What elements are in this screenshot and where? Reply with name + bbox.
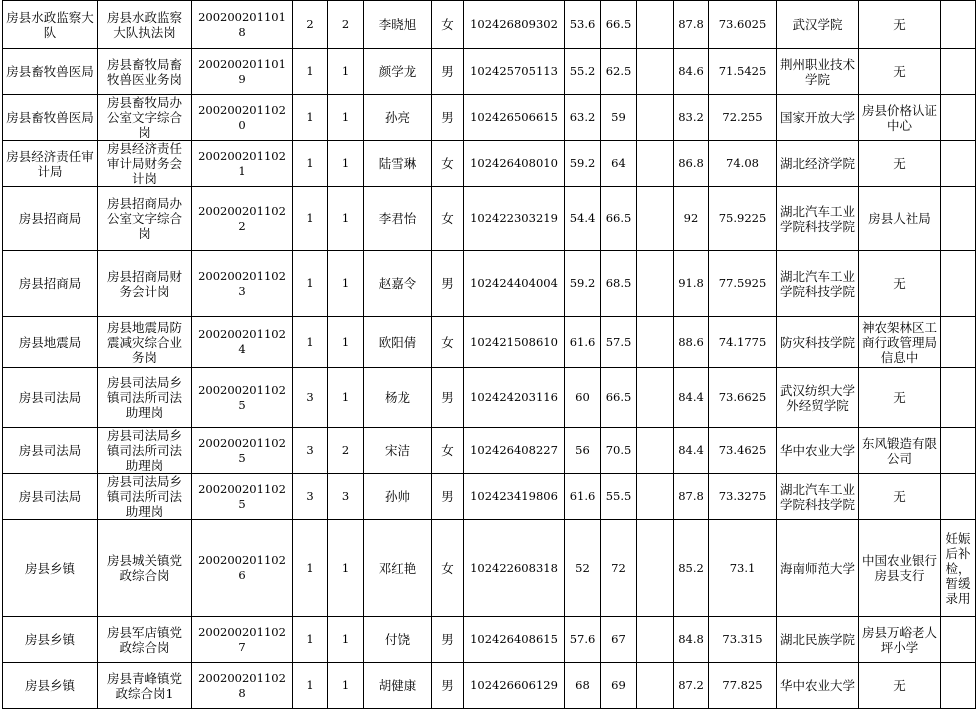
table-row	[3, 428, 976, 474]
note-cell	[941, 95, 976, 141]
employer-cell: 房县价格认证中心	[859, 95, 941, 141]
gender-cell: 男	[432, 368, 464, 428]
candidate-name-cell: 颜学龙	[364, 49, 432, 95]
total-score-cell: 73.4625	[709, 428, 777, 474]
written-score-1-cell: 54.4	[565, 187, 601, 251]
post-cell: 房县城关镇党政综合岗	[98, 520, 192, 617]
plan-count-cell: 1	[293, 251, 328, 317]
note-cell	[941, 474, 976, 520]
post-cell: 房县经济责任审计局财务会计岗	[98, 141, 192, 187]
note-cell	[941, 368, 976, 428]
ticket-number-cell: 102425705113	[464, 49, 565, 95]
note-cell	[941, 49, 976, 95]
total-score-cell: 75.9225	[709, 187, 777, 251]
written-score-1-cell: 59.2	[565, 251, 601, 317]
rank-cell: 1	[328, 520, 364, 617]
written-score-2-cell: 57.5	[601, 317, 637, 368]
candidate-name-cell: 李君怡	[364, 187, 432, 251]
gender-cell: 男	[432, 251, 464, 317]
school-cell: 湖北汽车工业学院科技学院	[777, 251, 859, 317]
total-score-cell: 73.6625	[709, 368, 777, 428]
department-cell: 房县司法局	[3, 428, 98, 474]
post-cell: 房县招商局财务会计岗	[98, 251, 192, 317]
total-score-cell: 73.1	[709, 520, 777, 617]
written-score-3-cell	[637, 251, 674, 317]
post-code-cell: 2002002011024	[192, 317, 293, 368]
interview-score-cell: 83.2	[674, 95, 709, 141]
employer-cell: 无	[859, 141, 941, 187]
ticket-number-cell: 102421508610	[464, 317, 565, 368]
department-cell: 房县乡镇	[3, 520, 98, 617]
written-score-1-cell: 55.2	[565, 49, 601, 95]
candidate-name-cell: 陆雪琳	[364, 141, 432, 187]
ticket-number-cell: 102426408227	[464, 428, 565, 474]
department-cell: 房县司法局	[3, 474, 98, 520]
total-score-cell: 77.5925	[709, 251, 777, 317]
note-cell	[941, 1, 976, 49]
written-score-2-cell: 66.5	[601, 1, 637, 49]
note-cell	[941, 141, 976, 187]
total-score-cell: 73.315	[709, 617, 777, 663]
department-cell: 房县经济责任审计局	[3, 141, 98, 187]
written-score-1-cell: 52	[565, 520, 601, 617]
post-code-cell: 2002002011028	[192, 663, 293, 709]
gender-cell: 女	[432, 428, 464, 474]
written-score-3-cell	[637, 317, 674, 368]
school-cell: 海南师范大学	[777, 520, 859, 617]
post-cell: 房县地震局防震减灾综合业务岗	[98, 317, 192, 368]
department-cell: 房县畜牧兽医局	[3, 95, 98, 141]
school-cell: 湖北汽车工业学院科技学院	[777, 474, 859, 520]
post-cell: 房县青峰镇党政综合岗1	[98, 663, 192, 709]
written-score-3-cell	[637, 663, 674, 709]
total-score-cell: 74.1775	[709, 317, 777, 368]
department-cell: 房县司法局	[3, 368, 98, 428]
total-score-cell: 71.5425	[709, 49, 777, 95]
school-cell: 华中农业大学	[777, 428, 859, 474]
gender-cell: 女	[432, 187, 464, 251]
written-score-3-cell	[637, 95, 674, 141]
post-code-cell: 2002002011025	[192, 368, 293, 428]
interview-score-cell: 86.8	[674, 141, 709, 187]
candidate-name-cell: 宋洁	[364, 428, 432, 474]
candidate-name-cell: 孙亮	[364, 95, 432, 141]
gender-cell: 女	[432, 520, 464, 617]
school-cell: 武汉纺织大学外经贸学院	[777, 368, 859, 428]
employer-cell: 无	[859, 368, 941, 428]
post-code-cell: 2002002011026	[192, 520, 293, 617]
gender-cell: 女	[432, 141, 464, 187]
table-row	[3, 663, 976, 709]
school-cell: 湖北民族学院	[777, 617, 859, 663]
interview-score-cell: 87.8	[674, 1, 709, 49]
gender-cell: 男	[432, 663, 464, 709]
written-score-1-cell: 61.6	[565, 474, 601, 520]
rank-cell: 1	[328, 368, 364, 428]
table-row	[3, 95, 976, 141]
written-score-1-cell: 57.6	[565, 617, 601, 663]
post-cell: 房县招商局办公室文字综合岗	[98, 187, 192, 251]
table-row	[3, 520, 976, 617]
plan-count-cell: 1	[293, 95, 328, 141]
school-cell: 湖北汽车工业学院科技学院	[777, 187, 859, 251]
candidate-name-cell: 李晓旭	[364, 1, 432, 49]
note-cell	[941, 187, 976, 251]
table-row	[3, 317, 976, 368]
table-row	[3, 1, 976, 49]
note-cell	[941, 317, 976, 368]
department-cell: 房县乡镇	[3, 617, 98, 663]
written-score-1-cell: 60	[565, 368, 601, 428]
written-score-3-cell	[637, 520, 674, 617]
employer-cell: 中国农业银行房县支行	[859, 520, 941, 617]
total-score-cell: 72.255	[709, 95, 777, 141]
rank-cell: 2	[328, 1, 364, 49]
written-score-2-cell: 59	[601, 95, 637, 141]
table-row	[3, 474, 976, 520]
school-cell: 武汉学院	[777, 1, 859, 49]
written-score-2-cell: 68.5	[601, 251, 637, 317]
rank-cell: 1	[328, 317, 364, 368]
employer-cell: 房县人社局	[859, 187, 941, 251]
ticket-number-cell: 102426809302	[464, 1, 565, 49]
interview-score-cell: 91.8	[674, 251, 709, 317]
interview-score-cell: 87.2	[674, 663, 709, 709]
table-row	[3, 187, 976, 251]
department-cell: 房县畜牧兽医局	[3, 49, 98, 95]
results-table	[2, 0, 976, 709]
written-score-1-cell: 59.2	[565, 141, 601, 187]
candidate-name-cell: 邓红艳	[364, 520, 432, 617]
department-cell: 房县乡镇	[3, 663, 98, 709]
gender-cell: 男	[432, 95, 464, 141]
interview-score-cell: 84.6	[674, 49, 709, 95]
rank-cell: 3	[328, 474, 364, 520]
plan-count-cell: 1	[293, 663, 328, 709]
ticket-number-cell: 102422303219	[464, 187, 565, 251]
post-code-cell: 2002002011025	[192, 428, 293, 474]
table-row	[3, 141, 976, 187]
ticket-number-cell: 102426606129	[464, 663, 565, 709]
ticket-number-cell: 102424203116	[464, 368, 565, 428]
rank-cell: 1	[328, 49, 364, 95]
candidate-name-cell: 孙帅	[364, 474, 432, 520]
rank-cell: 1	[328, 617, 364, 663]
note-cell: 妊娠后补检，暂缓录用	[941, 520, 976, 617]
plan-count-cell: 1	[293, 520, 328, 617]
employer-cell: 房县万峪老人坪小学	[859, 617, 941, 663]
rank-cell: 1	[328, 95, 364, 141]
written-score-2-cell: 70.5	[601, 428, 637, 474]
written-score-2-cell: 66.5	[601, 187, 637, 251]
written-score-2-cell: 64	[601, 141, 637, 187]
written-score-3-cell	[637, 428, 674, 474]
plan-count-cell: 1	[293, 187, 328, 251]
rank-cell: 1	[328, 663, 364, 709]
written-score-2-cell: 67	[601, 617, 637, 663]
note-cell	[941, 617, 976, 663]
written-score-1-cell: 68	[565, 663, 601, 709]
department-cell: 房县招商局	[3, 187, 98, 251]
written-score-3-cell	[637, 368, 674, 428]
department-cell: 房县招商局	[3, 251, 98, 317]
ticket-number-cell: 102426408010	[464, 141, 565, 187]
total-score-cell: 73.3275	[709, 474, 777, 520]
rank-cell: 1	[328, 187, 364, 251]
employer-cell: 东风锻造有限公司	[859, 428, 941, 474]
total-score-cell: 77.825	[709, 663, 777, 709]
gender-cell: 男	[432, 474, 464, 520]
ticket-number-cell: 102424404004	[464, 251, 565, 317]
rank-cell: 1	[328, 251, 364, 317]
ticket-number-cell: 102426408615	[464, 617, 565, 663]
interview-score-cell: 92	[674, 187, 709, 251]
employer-cell: 无	[859, 474, 941, 520]
candidate-name-cell: 欧阳倩	[364, 317, 432, 368]
table-row	[3, 251, 976, 317]
written-score-1-cell: 53.6	[565, 1, 601, 49]
table-row	[3, 617, 976, 663]
written-score-1-cell: 63.2	[565, 95, 601, 141]
candidate-name-cell: 胡健康	[364, 663, 432, 709]
post-code-cell: 2002002011027	[192, 617, 293, 663]
written-score-3-cell	[637, 1, 674, 49]
interview-score-cell: 84.4	[674, 368, 709, 428]
interview-score-cell: 84.8	[674, 617, 709, 663]
plan-count-cell: 1	[293, 617, 328, 663]
school-cell: 国家开放大学	[777, 95, 859, 141]
gender-cell: 女	[432, 317, 464, 368]
plan-count-cell: 3	[293, 428, 328, 474]
total-score-cell: 73.6025	[709, 1, 777, 49]
written-score-3-cell	[637, 474, 674, 520]
written-score-2-cell: 55.5	[601, 474, 637, 520]
post-cell: 房县司法局乡镇司法所司法助理岗	[98, 368, 192, 428]
written-score-3-cell	[637, 617, 674, 663]
ticket-number-cell: 102423419806	[464, 474, 565, 520]
written-score-2-cell: 66.5	[601, 368, 637, 428]
written-score-3-cell	[637, 49, 674, 95]
post-cell: 房县军店镇党政综合岗	[98, 617, 192, 663]
employer-cell: 无	[859, 251, 941, 317]
note-cell	[941, 663, 976, 709]
written-score-1-cell: 56	[565, 428, 601, 474]
plan-count-cell: 1	[293, 141, 328, 187]
employer-cell: 无	[859, 49, 941, 95]
interview-score-cell: 84.4	[674, 428, 709, 474]
post-code-cell: 2002002011022	[192, 187, 293, 251]
written-score-3-cell	[637, 141, 674, 187]
interview-score-cell: 85.2	[674, 520, 709, 617]
candidate-name-cell: 杨龙	[364, 368, 432, 428]
school-cell: 防灾科技学院	[777, 317, 859, 368]
department-cell: 房县水政监察大队	[3, 1, 98, 49]
written-score-2-cell: 62.5	[601, 49, 637, 95]
gender-cell: 女	[432, 1, 464, 49]
post-code-cell: 2002002011023	[192, 251, 293, 317]
written-score-3-cell	[637, 187, 674, 251]
written-score-2-cell: 72	[601, 520, 637, 617]
post-cell: 房县司法局乡镇司法所司法助理岗	[98, 474, 192, 520]
employer-cell: 神农架林区工商行政管理局信息中	[859, 317, 941, 368]
gender-cell: 男	[432, 49, 464, 95]
gender-cell: 男	[432, 617, 464, 663]
school-cell: 华中农业大学	[777, 663, 859, 709]
table-row	[3, 368, 976, 428]
ticket-number-cell: 102426506615	[464, 95, 565, 141]
post-cell: 房县水政监察大队执法岗	[98, 1, 192, 49]
note-cell	[941, 251, 976, 317]
candidate-name-cell: 赵嘉令	[364, 251, 432, 317]
employer-cell: 无	[859, 1, 941, 49]
plan-count-cell: 3	[293, 474, 328, 520]
school-cell: 湖北经济学院	[777, 141, 859, 187]
post-code-cell: 2002002011025	[192, 474, 293, 520]
plan-count-cell: 3	[293, 368, 328, 428]
plan-count-cell: 2	[293, 1, 328, 49]
written-score-1-cell: 61.6	[565, 317, 601, 368]
department-cell: 房县地震局	[3, 317, 98, 368]
post-cell: 房县畜牧局畜牧兽医业务岗	[98, 49, 192, 95]
school-cell: 荆州职业技术学院	[777, 49, 859, 95]
rank-cell: 2	[328, 428, 364, 474]
employer-cell: 无	[859, 663, 941, 709]
post-code-cell: 2002002011019	[192, 49, 293, 95]
plan-count-cell: 1	[293, 317, 328, 368]
post-code-cell: 2002002011021	[192, 141, 293, 187]
note-cell	[941, 428, 976, 474]
interview-score-cell: 87.8	[674, 474, 709, 520]
table-row	[3, 49, 976, 95]
post-code-cell: 2002002011018	[192, 1, 293, 49]
written-score-2-cell: 69	[601, 663, 637, 709]
interview-score-cell: 88.6	[674, 317, 709, 368]
plan-count-cell: 1	[293, 49, 328, 95]
post-code-cell: 2002002011020	[192, 95, 293, 141]
total-score-cell: 74.08	[709, 141, 777, 187]
results-table-body	[3, 1, 976, 709]
post-cell: 房县畜牧局办公室文字综合岗	[98, 95, 192, 141]
ticket-number-cell: 102422608318	[464, 520, 565, 617]
rank-cell: 1	[328, 141, 364, 187]
post-cell: 房县司法局乡镇司法所司法助理岗	[98, 428, 192, 474]
candidate-name-cell: 付饶	[364, 617, 432, 663]
